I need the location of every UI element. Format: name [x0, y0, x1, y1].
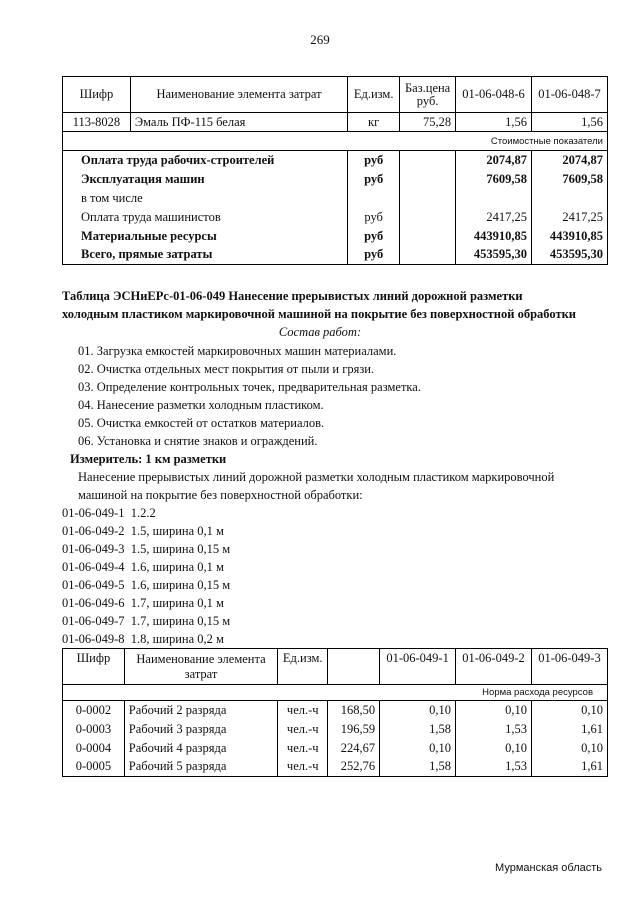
row-name: Оплата труда машинистов [63, 208, 348, 227]
row-name: Всего, прямые затраты [63, 246, 348, 265]
material-v1: 1,56 [456, 113, 532, 132]
code-item [62, 632, 224, 647]
row-v1: 2074,87 [456, 151, 532, 170]
table2-header-col2: 01-06-049-2 [456, 649, 532, 685]
material-unit: кг [348, 113, 400, 132]
row-v2: 453595,30 [532, 246, 608, 265]
row-v2: 443910,85 [532, 227, 608, 246]
code-id: 01-06-049-6 [62, 596, 125, 610]
code-text: 1.2.2 [130, 506, 156, 520]
resource-name: Рабочий 3 разряда [124, 720, 277, 739]
row-unit: руб [348, 170, 400, 189]
row-empty [400, 227, 456, 246]
table2-row [63, 701, 608, 720]
table1-row [63, 170, 608, 189]
table1-row [63, 208, 608, 227]
code-item [62, 560, 224, 575]
resource-v2: 1,53 [456, 758, 532, 777]
code-id: 01-06-049-7 [62, 614, 125, 628]
code-id: 01-06-049-8 [62, 632, 125, 646]
work-item: 06. Установка и снятие знаков и ограждений. [78, 434, 318, 448]
table1-row [63, 246, 608, 265]
resource-code: 0-0002 [63, 701, 125, 720]
row-empty [400, 189, 456, 208]
table1-row [63, 227, 608, 246]
resource-unit: чел.-ч [278, 758, 328, 777]
resource-v3: 1,61 [531, 758, 607, 777]
code-text: 1.8, ширина 0,2 м [130, 632, 224, 646]
resource-name: Рабочий 5 разряда [124, 758, 277, 777]
table2-section-row [63, 685, 608, 701]
table2-header-col3: 01-06-049-3 [531, 649, 607, 685]
table2-header-unit: Ед.изм. [278, 649, 328, 685]
table2-header-price [328, 649, 380, 685]
row-unit: руб [348, 151, 400, 170]
work-item: 01. Загрузка емкостей маркировочных машин материалами. [78, 344, 397, 358]
description-line2: машиной на покрытие без поверхностной обработки: [78, 488, 363, 502]
resource-v1: 1,58 [380, 720, 456, 739]
row-empty [400, 151, 456, 170]
table1-header-price: Баз.цена руб. [400, 77, 456, 113]
row-empty [400, 246, 456, 265]
code-id: 01-06-049-1 [62, 506, 125, 520]
resource-code: 0-0005 [63, 758, 125, 777]
resource-price: 224,67 [328, 739, 380, 758]
row-v1: 7609,58 [456, 170, 532, 189]
row-v1: 443910,85 [456, 227, 532, 246]
table2-section-label: Норма расхода ресурсов [63, 685, 608, 701]
resource-code: 0-0003 [63, 720, 125, 739]
row-empty [348, 189, 400, 208]
code-id: 01-06-049-5 [62, 578, 125, 592]
table1-header-name: Наименование элемента затрат [130, 77, 347, 113]
resource-name: Рабочий 4 разряда [124, 739, 277, 758]
material-v2: 1,56 [532, 113, 608, 132]
row-empty [456, 189, 532, 208]
resource-v1: 1,58 [380, 758, 456, 777]
table1-section-label: Стоимостные показатели [63, 132, 608, 151]
resource-v2: 0,10 [456, 739, 532, 758]
table1-material-row [63, 113, 608, 132]
resource-price: 252,76 [328, 758, 380, 777]
works-heading: Состав работ: [278, 325, 362, 339]
resource-table-2 [62, 648, 608, 777]
table2-header-name: Наименование элемента затрат [124, 649, 277, 685]
row-v1: 2417,25 [456, 208, 532, 227]
material-code: 113-8028 [63, 113, 131, 132]
code-id: 01-06-049-4 [62, 560, 125, 574]
code-item [62, 524, 224, 539]
codes-list [62, 506, 362, 656]
row-v2: 2074,87 [532, 151, 608, 170]
row-unit: руб [348, 208, 400, 227]
table1-header-unit: Ед.изм. [348, 77, 400, 113]
code-item [62, 578, 230, 593]
row-name: Эксплуатация машин [63, 170, 348, 189]
code-item [62, 542, 230, 557]
table2-header-code: Шифр [63, 649, 125, 685]
resource-v3: 0,10 [531, 701, 607, 720]
resource-v1: 0,10 [380, 739, 456, 758]
measure-unit: Измеритель: 1 км разметки [70, 452, 227, 466]
resource-price: 168,50 [328, 701, 380, 720]
table1-header-col2: 01-06-048-7 [532, 77, 608, 113]
resource-price: 196,59 [328, 720, 380, 739]
row-name: в том числе [63, 189, 348, 208]
code-text: 1.6, ширина 0,1 м [130, 560, 224, 574]
resource-unit: чел.-ч [278, 701, 328, 720]
table1-section-row [63, 132, 608, 151]
material-price: 75,28 [400, 113, 456, 132]
code-text: 1.7, ширина 0,1 м [130, 596, 224, 610]
code-item [62, 506, 156, 521]
table1-row [63, 189, 608, 208]
row-v1: 453595,30 [456, 246, 532, 265]
table2-row [63, 739, 608, 758]
row-unit: руб [348, 246, 400, 265]
code-id: 01-06-049-3 [62, 542, 125, 556]
row-name: Материальные ресурсы [63, 227, 348, 246]
resource-v3: 0,10 [531, 739, 607, 758]
resource-v2: 1,53 [456, 720, 532, 739]
code-text: 1.5, ширина 0,15 м [130, 542, 231, 556]
work-item: 05. Очистка емкостей от остатков материалов. [78, 416, 325, 430]
resource-v3: 1,61 [531, 720, 607, 739]
table1-header-col1: 01-06-048-6 [456, 77, 532, 113]
table1-row [63, 151, 608, 170]
row-name: Оплата труда рабочих-строителей [63, 151, 348, 170]
work-item: 03. Определение контрольных точек, предварительная разметка. [78, 380, 421, 394]
row-unit: руб [348, 227, 400, 246]
resource-unit: чел.-ч [278, 720, 328, 739]
page-number: 269 [310, 32, 330, 47]
table2-row [63, 758, 608, 777]
row-empty [400, 170, 456, 189]
table-title-line2: холодным пластиком маркировочной машиной на покрытие без поверхностной обработки [62, 307, 577, 321]
resource-unit: чел.-ч [278, 739, 328, 758]
resource-v2: 0,10 [456, 701, 532, 720]
table1-header-row [63, 77, 608, 113]
resource-name: Рабочий 2 разряда [124, 701, 277, 720]
resource-code: 0-0004 [63, 739, 125, 758]
row-empty [400, 208, 456, 227]
material-name: Эмаль ПФ-115 белая [130, 113, 347, 132]
resource-v1: 0,10 [380, 701, 456, 720]
table1-header-code: Шифр [63, 77, 131, 113]
code-text: 1.5, ширина 0,1 м [130, 524, 224, 538]
code-text: 1.7, ширина 0,15 м [130, 614, 231, 628]
code-id: 01-06-049-2 [62, 524, 125, 538]
row-v2: 7609,58 [532, 170, 608, 189]
row-v2: 2417,25 [532, 208, 608, 227]
table2-header-row [63, 649, 608, 685]
code-text: 1.6, ширина 0,15 м [130, 578, 231, 592]
description-line1: Нанесение прерывистых линий дорожной разметки холодным пластиком маркировочной [78, 470, 555, 484]
table2-row [63, 720, 608, 739]
work-item: 02. Очистка отдельных мест покрытия от пыли и грязи. [78, 362, 375, 376]
cost-table-1 [62, 76, 608, 265]
code-item [62, 614, 230, 629]
work-item: 04. Нанесение разметки холодным пластиком. [78, 398, 324, 412]
table2-header-col1: 01-06-049-1 [380, 649, 456, 685]
row-empty [532, 189, 608, 208]
table-title-line1: Таблица ЭСНиЕРс-01-06-049 Нанесение прерывистых линий дорожной разметки [62, 289, 523, 303]
region-footer: Мурманская область [495, 862, 602, 874]
code-item [62, 596, 224, 611]
